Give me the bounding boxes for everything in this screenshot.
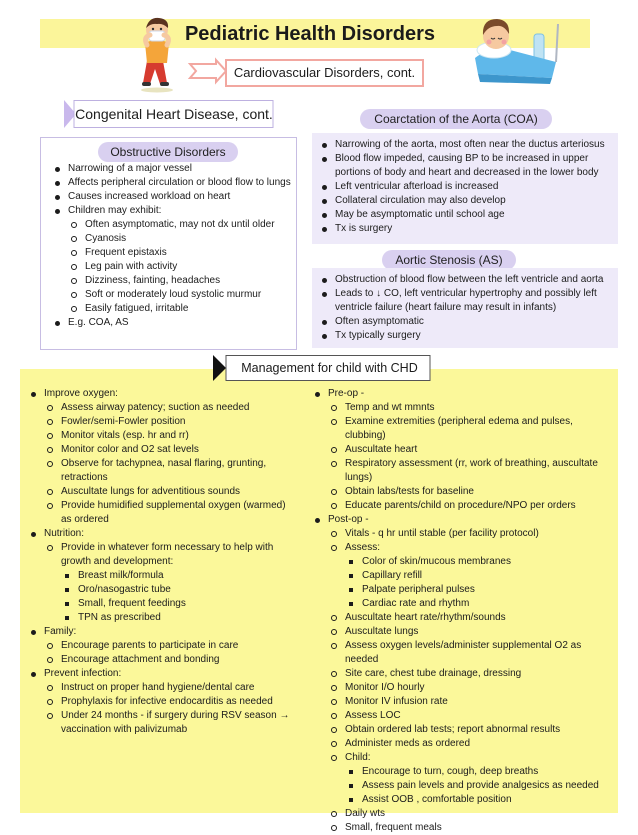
list-item: Oro/nasogastric tube	[28, 583, 296, 597]
list-item: Observe for tachypnea, nasal flaring, grunting, retractions	[28, 457, 296, 485]
list-item: Auscultate lungs for adventitious sounds	[28, 485, 296, 499]
list-item: Prophylaxis for infective endocarditis as needed	[28, 695, 296, 709]
list-item: TPN as prescribed	[28, 611, 296, 625]
list-item: E.g. COA, AS	[52, 316, 292, 330]
list-item: Leads to ↓ CO, left ventricular hypertrophy and possibly left ventricle failure (heart failure may result in infants)	[319, 287, 614, 315]
list-item: Obstruction of blood flow between the left ventricle and aorta	[319, 273, 614, 287]
list-item: Provide in whatever form necessary to help with growth and development:	[28, 541, 296, 569]
list-item: Obtain labs/tests for baseline	[312, 485, 614, 499]
page-title: Pediatric Health Disorders	[184, 23, 436, 45]
list-item: Affects peripheral circulation or blood flow to lungs	[52, 176, 292, 190]
list-item: Improve oxygen:	[28, 387, 296, 401]
list-item: Temp and wt mmnts	[312, 401, 614, 415]
list-item: Instruct on proper hand hygiene/dental care	[28, 681, 296, 695]
list-item: Small, frequent feedings	[28, 597, 296, 611]
list-item: Assess:	[312, 541, 614, 555]
list-item: Palpate peripheral pulses	[312, 583, 614, 597]
list-item: Prevent infection:	[28, 667, 296, 681]
list-item: Provide humidified supplemental oxygen (warmed) as ordered	[28, 499, 296, 527]
list-item: May be asymptomatic until school age	[319, 208, 614, 222]
list-item: Assess pain levels and provide analgesics as needed	[312, 779, 614, 793]
obstructive-disorders-list	[52, 162, 292, 330]
list-item: Easily fatigued, irritable	[52, 302, 292, 316]
management-right-list	[312, 387, 614, 835]
list-item: Auscultate heart	[312, 443, 614, 457]
list-item: Blood flow impeded, causing BP to be increased in upper portions of body and heart and decreased in the lower body	[319, 152, 614, 180]
list-item: Fowler/semi-Fowler position	[28, 415, 296, 429]
list-item: Collateral circulation may also develop	[319, 194, 614, 208]
list-item: Auscultate heart rate/rhythm/sounds	[312, 611, 614, 625]
list-item: Cyanosis	[52, 232, 292, 246]
list-item: Assist OOB , comfortable position	[312, 793, 614, 807]
list-item: Post-op -	[312, 513, 614, 527]
coa-title: Coarctation of the Aorta (COA)	[360, 109, 552, 129]
list-item: Pre-op -	[312, 387, 614, 401]
list-item: Leg pain with activity	[52, 260, 292, 274]
list-item: Assess LOC	[312, 709, 614, 723]
list-item: Obtain ordered lab tests; report abnormal results	[312, 723, 614, 737]
list-item: Encourage to turn, cough, deep breaths	[312, 765, 614, 779]
list-item: Soft or moderately loud systolic murmur	[52, 288, 292, 302]
list-item: Assess airway patency; suction as needed	[28, 401, 296, 415]
management-left-list	[28, 387, 296, 737]
list-item: Monitor IV infusion rate	[312, 695, 614, 709]
management-title: Management for child with CHD	[241, 361, 418, 375]
section-subtitle: Cardiovascular Disorders, cont.	[225, 59, 424, 87]
list-item: Frequent epistaxis	[52, 246, 292, 260]
list-item: Narrowing of the aorta, most often near the ductus arteriosus	[319, 138, 614, 152]
list-item: Color of skin/mucous membranes	[312, 555, 614, 569]
list-item: Breast milk/formula	[28, 569, 296, 583]
list-item: Examine extremities (peripheral edema and pulses, clubbing)	[312, 415, 614, 443]
list-item: Monitor I/O hourly	[312, 681, 614, 695]
obstructive-disorders-title: Obstructive Disorders	[98, 142, 238, 162]
list-item: Encourage attachment and bonding	[28, 653, 296, 667]
subtitle-arrow-icon	[190, 60, 226, 82]
list-item: Respiratory assessment (rr, work of breathing, auscultate lungs)	[312, 457, 614, 485]
list-item: Tx typically surgery	[319, 329, 614, 343]
list-item: Cardiac rate and rhythm	[312, 597, 614, 611]
chd-header: Congenital Heart Disease, cont.	[75, 106, 273, 122]
list-item: Under 24 months - if surgery during RSV season → vaccination with palivizumab	[28, 709, 296, 737]
list-item: Nutrition:	[28, 527, 296, 541]
coa-list	[319, 138, 614, 236]
as-title: Aortic Stenosis (AS)	[382, 250, 516, 270]
list-item: Dizziness, fainting, headaches	[52, 274, 292, 288]
list-item: Educate parents/child on procedure/NPO per orders	[312, 499, 614, 513]
list-item: Capillary refill	[312, 569, 614, 583]
list-item: Often asymptomatic	[319, 315, 614, 329]
list-item: Child:	[312, 751, 614, 765]
list-item: Auscultate lungs	[312, 625, 614, 639]
list-item: Narrowing of a major vessel	[52, 162, 292, 176]
list-item: Monitor vitals (esp. hr and rr)	[28, 429, 296, 443]
list-item: Administer meds as ordered	[312, 737, 614, 751]
sick-child-in-bed-illustration	[470, 10, 562, 90]
list-item: Site care, chest tube drainage, dressing	[312, 667, 614, 681]
list-item: Small, frequent meals	[312, 821, 614, 835]
list-item: Often asymptomatic, may not dx until older	[52, 218, 292, 232]
sick-child-sneezing-illustration	[127, 13, 187, 93]
list-item: Left ventricular afterload is increased	[319, 180, 614, 194]
list-item: Causes increased workload on heart	[52, 190, 292, 204]
list-item: Children may exhibit:	[52, 204, 292, 218]
list-item: Daily wts	[312, 807, 614, 821]
list-item: Vitals - q hr until stable (per facility protocol)	[312, 527, 614, 541]
list-item: Tx is surgery	[319, 222, 614, 236]
list-item: Encourage parents to participate in care	[28, 639, 296, 653]
list-item: Family:	[28, 625, 296, 639]
list-item: Monitor color and O2 sat levels	[28, 443, 296, 457]
list-item: Assess oxygen levels/administer supplemental O2 as needed	[312, 639, 614, 667]
as-list	[319, 273, 614, 343]
